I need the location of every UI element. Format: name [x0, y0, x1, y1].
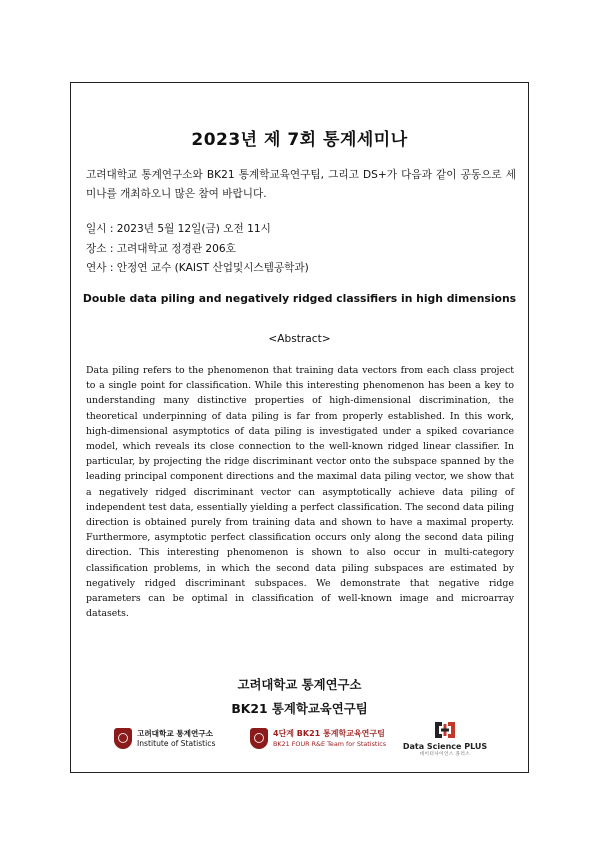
ku-logo-main: 고려대학교 통계연구소	[137, 728, 213, 738]
ds-plus-logo-icon	[432, 720, 458, 740]
data-science-plus-logo	[400, 720, 490, 757]
talk-title: Double data piling and negatively ridged classifiers in high dimensions	[82, 292, 517, 305]
seminar-title: 2023년 제 7회 통계세미나	[191, 130, 408, 150]
ds-logo-main: Data Science PLUS	[402, 742, 488, 751]
organizer-institute: 고려대학교 통계연구소	[237, 677, 362, 692]
seminar-info	[86, 220, 516, 279]
korea-university-crest-icon	[250, 728, 268, 749]
institute-of-statistics-logo	[114, 728, 215, 749]
abstract-text: Data piling refers to the phenomenon that training data vectors from each class project to a single point for classification. While this interesting phenomenon has been a key to understanding many distinctive properties of high-dimensional discrimination, the theoretical underpinning of data piling is far from properly established. In this work, high-dimensional asymptotics of data piling is investigated under a spiked covariance model, which reveals its close connection to the well-known ridged linear classifier. In particular, by projecting the ridge discriminant vector onto the subspace spanned by the leading principal component directions and the maximal data piling vector, we show that a negatively ridged discriminant vector can asymptotically achieve data piling of independent test data, essentially yielding a perfect classification. The second data piling direction is obtained purely from training data and shown to have a maximal property. Furthermore, asymptotic perfect classification occurs only along the second data piling direction. This interesting phenomenon is shown to also occur in multi-category classification problems, in which the second data piling subspaces are estimated by negatively ridged discriminant subspaces. We demonstrate that negative ridge parameters can be optimal in classification of well-known image and microarray datasets.	[86, 365, 514, 620]
abstract-heading: <Abstract>	[268, 333, 331, 345]
korea-university-crest-icon	[114, 728, 132, 749]
bk-logo-main: 4단계 BK21 통계학교육연구팀	[273, 728, 385, 738]
intro-paragraph: 고려대학교 통계연구소와 BK21 통계학교육연구팀, 그리고 DS+가 다음과 같이 공동으로 세미나를 개최하오니 많은 참여 바랍니다.	[86, 169, 516, 200]
ds-logo-sub: 데이터사이언스 플러스	[419, 752, 471, 757]
organizer-bk21: BK21 통계학교육연구팀	[231, 701, 368, 716]
ku-logo-sub: Institute of Statistics	[137, 738, 216, 748]
bk21-team-logo	[250, 728, 386, 749]
bk-logo-sub: BK21 FOUR R&E Team for Statistics	[273, 739, 387, 748]
info-speaker: 연사 : 안정연 교수 (KAIST 산업및시스템공학과)	[86, 262, 309, 274]
info-date: 일시 : 2023년 5월 12일(금) 오전 11시	[86, 223, 271, 235]
info-place: 장소 : 고려대학교 정경관 206호	[86, 242, 236, 255]
logo-row	[0, 718, 600, 758]
